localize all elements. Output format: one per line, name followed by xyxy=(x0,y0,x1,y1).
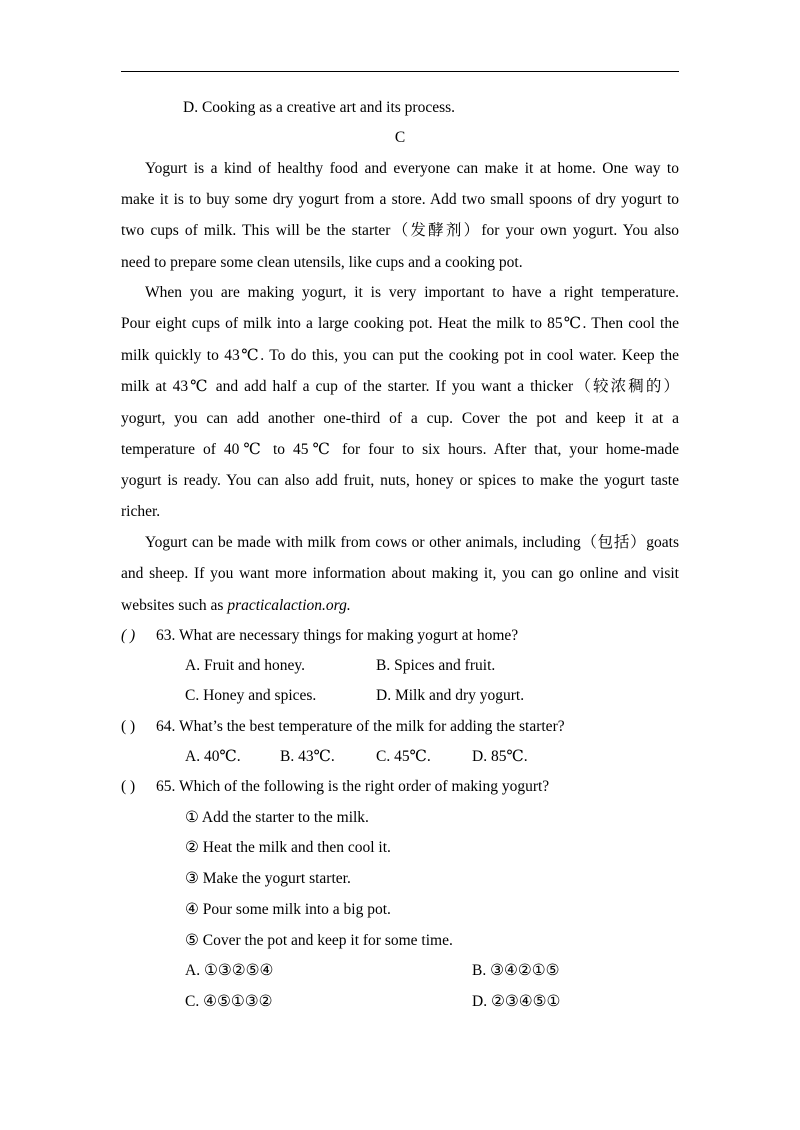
passage-line: milk at 43℃ and add half a cup of the starter. If you want a thicker（较浓稠的） xyxy=(121,378,679,395)
option-64-b: B. 43℃. xyxy=(280,748,335,765)
option-65-b: B. ③④②①⑤ xyxy=(472,962,560,979)
step-item: ③ Make the yogurt starter. xyxy=(185,870,351,887)
passage-line: and sheep. If you want more information about making it, you can go online and visit xyxy=(121,565,679,582)
passage-line: When you are making yogurt, it is very important to have a right temperature. xyxy=(145,284,679,301)
option-65-d: D. ②③④⑤① xyxy=(472,993,561,1010)
option-65-c: C. ④⑤①③② xyxy=(185,993,273,1010)
passage-line: Yogurt is a kind of healthy food and everyone can make it at home. One way to xyxy=(145,160,679,177)
question-stem-64: 64. What’s the best temperature of the milk for adding the starter? xyxy=(156,718,565,735)
question-stem-65: 65. Which of the following is the right order of making yogurt? xyxy=(156,778,550,795)
option-63-d: D. Milk and dry yogurt. xyxy=(376,687,525,704)
step-item: ① Add the starter to the milk. xyxy=(185,809,369,826)
answer-blank-64[interactable]: ( ) xyxy=(121,718,136,735)
step-item: ④ Pour some milk into a big pot. xyxy=(185,901,391,918)
section-letter: C xyxy=(394,129,406,146)
option-63-a: A. Fruit and honey. xyxy=(185,657,305,674)
option-65-a: A. ①③②⑤④ xyxy=(185,962,274,979)
passage-line: Pour eight cups of milk into a large cooking pot. Heat the milk to 85℃. Then cool the xyxy=(121,315,679,332)
option-64-c: C. 45℃. xyxy=(376,748,431,765)
answer-blank-63[interactable]: ( ) xyxy=(121,627,136,644)
passage-line: Yogurt can be made with milk from cows or other animals, including（包括）goats xyxy=(145,534,679,551)
previous-question-option-d: D. Cooking as a creative art and its process. xyxy=(183,99,456,116)
step-item: ② Heat the milk and then cool it. xyxy=(185,839,391,856)
passage-line: yogurt is ready. You can also add fruit, nuts, honey or spices to make the yogurt taste xyxy=(121,472,679,489)
passage-line: yogurt, you can add another one-third of a cup. Cover the pot and keep it at a xyxy=(121,410,679,427)
option-64-d: D. 85℃. xyxy=(472,748,528,765)
option-63-b: B. Spices and fruit. xyxy=(376,657,496,674)
option-63-c: C. Honey and spices. xyxy=(185,687,317,704)
question-stem-63: 63. What are necessary things for making yogurt at home? xyxy=(156,627,519,644)
passage-line: two cups of milk. This will be the starter（发酵剂）for your own yogurt. You also xyxy=(121,222,679,239)
passage-line: need to prepare some clean utensils, like cups and a cooking pot. xyxy=(121,254,523,271)
step-item: ⑤ Cover the pot and keep it for some time. xyxy=(185,932,453,949)
passage-line: milk quickly to 43℃. To do this, you can put the cooking pot in cool water. Keep the xyxy=(121,347,679,364)
passage-line xyxy=(121,596,351,616)
passage-text: websites such as xyxy=(121,597,228,614)
answer-blank-65[interactable]: ( ) xyxy=(121,778,136,795)
option-64-a: A. 40℃. xyxy=(185,748,241,765)
passage-line: temperature of 40℃ to 45℃ for four to six hours. After that, your home-made xyxy=(121,441,679,458)
passage-line: make it is to buy some dry yogurt from a store. Add two small spoons of dry yogurt to xyxy=(121,191,679,208)
header-rule xyxy=(121,71,679,72)
website-name: practicalaction.org. xyxy=(227,597,351,614)
passage-line: richer. xyxy=(121,503,161,520)
